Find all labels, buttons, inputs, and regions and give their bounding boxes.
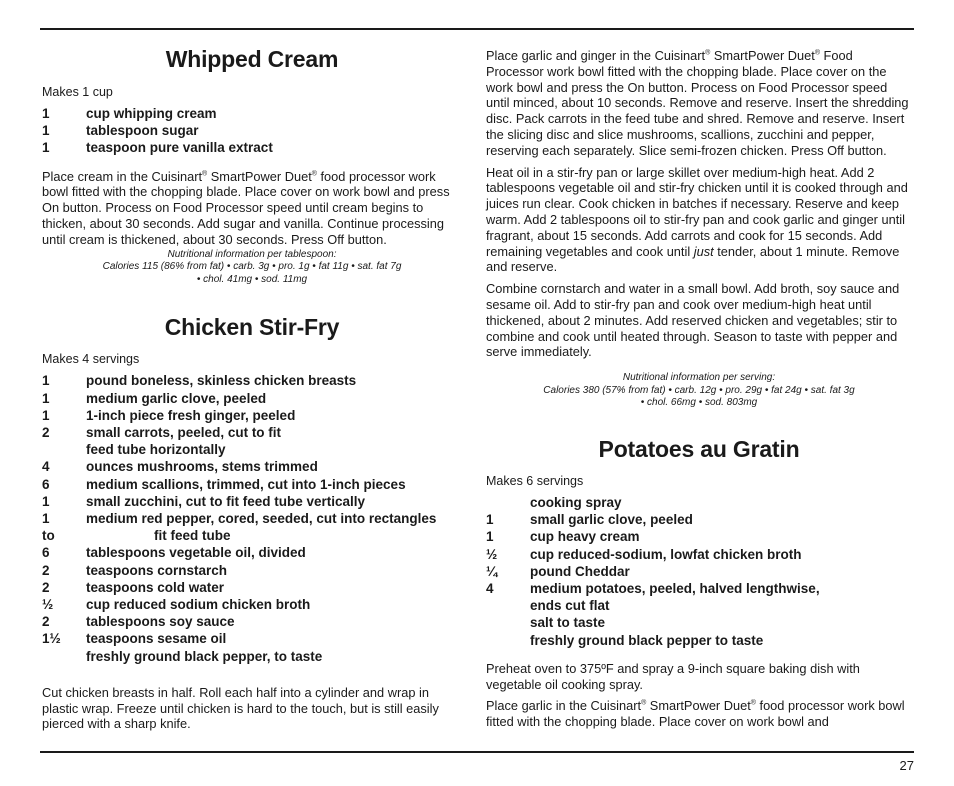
ingredient-row: 4 ounces mushrooms, stems trimmed <box>42 459 318 475</box>
recipe-title: Potatoes au Gratin <box>598 435 800 462</box>
recipe-title: Whipped Cream <box>165 46 339 72</box>
ingredient-row: 1 teaspoon pure vanilla extract <box>42 140 273 156</box>
left-column <box>42 40 462 732</box>
ingredient-row: 1½ teaspoons sesame oil <box>42 631 227 647</box>
ingredient-row: ½ cup reduced-sodium, lowfat chicken broth <box>486 546 802 562</box>
right-column <box>486 48 912 730</box>
recipe-method: Place garlic and ginger in the Cuisinart® SmartPower Duet® Food Processor work bowl fitted with the chopping blade. Place cover on the work bowl and press the On button. Process on Food Processor speed until minced, about 10 seconds. Remove and reserve. Insert the shredding disc. Pack carrots in the feed tube and shred. Remove and reserve. Insert the slicing disc and slice mushrooms, scallions, zucchini and pepper, reserving each separately. Slice semi-frozen chicken. Press Off button. <box>486 48 909 158</box>
ingredient-row: 1 tablespoon sugar <box>42 123 199 139</box>
nutrition-info: Nutritional information per serving: Calories 380 (57% from fat) • carb. 12g • pro. 29g • fat 24g • sat. fat 3g • chol. 66mg • sod. 803mg <box>543 372 855 409</box>
recipe-method: Place garlic in the Cuisinart® SmartPower Duet® food processor work bowl fitted with the chopping blade. Place cover on work bowl and <box>486 698 905 730</box>
recipe-method: Place cream in the Cuisinart® SmartPower Duet® food processor work bowl fitted with the chopping blade. Place cover on work bowl and press On button. Process on Food Processor speed until cream begins to thicken, about 30 seconds. Add sugar and vanilla. Continue processing until cream is thickened, about 30 seconds. Press Off button. <box>42 168 450 247</box>
ingredient-row: 1 medium red pepper, cored, seeded, cut into rectangles <box>42 511 437 526</box>
ingredient-row: 1 cup heavy cream <box>486 529 640 545</box>
ingredient-row: 1 1-inch piece fresh ginger, peeled <box>42 407 296 423</box>
recipe-method: Preheat oven to 375ºF and spray a 9-inch square baking dish with vegetable oil cooking spray. <box>486 660 860 692</box>
ingredient-row: 2 teaspoons cold water <box>42 579 225 595</box>
ingredient-row: feed tube horizontally <box>86 442 226 458</box>
ingredient-row: ends cut flat <box>530 598 610 614</box>
nutrition-info: Nutritional information per tablespoon: Calories 115 (86% from fat) • carb. 3g • pro. 1g • fat 11g • sat. fat 7g • chol. 41mg • sod. 11mg <box>102 248 402 285</box>
page-number: 27 <box>899 758 914 773</box>
recipe-method: Cut chicken breasts in half. Roll each half into a cylinder and wrap in plastic wrap. Freeze until chicken is hard to the touch, but is still easily pierced with a sharp knife. <box>42 684 439 732</box>
bottom-rule <box>40 751 914 753</box>
ingredient-list <box>42 372 462 664</box>
ingredient-list <box>42 105 462 157</box>
ingredient-row: 2 tablespoons soy sauce <box>42 614 235 630</box>
ingredient-row: to fit feed tube <box>42 528 231 544</box>
recipe-title: Chicken Stir-Fry <box>164 314 340 341</box>
ingredient-row: 2 small carrots, peeled, cut to fit <box>42 424 282 440</box>
top-rule <box>40 28 914 30</box>
ingredient-row: 1 medium garlic clove, peeled <box>42 390 267 406</box>
ingredient-row: salt to taste <box>530 615 606 631</box>
recipe-potatoes-au-gratin <box>486 436 912 730</box>
ingredient-row: 6 tablespoons vegetable oil, divided <box>42 545 306 561</box>
ingredient-row: 6 medium scallions, trimmed, cut into 1-inch pieces <box>42 476 406 492</box>
ingredient-row: 1 cup whipping cream <box>42 106 217 121</box>
ingredient-row: freshly ground black pepper, to taste <box>86 648 323 664</box>
ingredient-row: ½ cup reduced sodium chicken broth <box>42 597 311 613</box>
ingredient-row: 1 pound boneless, skinless chicken breasts <box>42 373 357 389</box>
ingredient-row: 4 medium potatoes, peeled, halved lengthwise, <box>486 580 820 596</box>
recipe-yield: Makes 4 servings <box>42 352 140 367</box>
recipe-yield: Makes 1 cup <box>42 85 113 99</box>
ingredient-row: freshly ground black pepper to taste <box>530 632 764 648</box>
ingredient-row: cooking spray <box>530 494 622 510</box>
recipe-yield: Makes 6 servings <box>486 473 584 488</box>
recipe-chicken-stir-fry <box>42 314 462 732</box>
recipe-method: Heat oil in a stir-fry pan or large skillet over medium-high heat. Add 2 tablespoons vegetable oil and stir-fry chicken until it is cooked through and juices run clear. Cook chicken in batches if necessary. Reserve and keep warm. Add 2 tablespoons oil to stir-fry pan and cook garlic and ginger until fragrant, about 15 seconds. Add carrots and cook for 15 seconds. Add remaining vegetables and cook until just tender, about 1 minute. Remove and reserve. <box>486 164 908 275</box>
recipe-method: Combine cornstarch and water in a small bowl. Add broth, soy sauce and sesame oil. Add to stir-fry pan and cook over medium-high heat until thickened, about 2 minutes. Add reserved chicken and vegetables; stir to combine and cook until heated through. Season to taste with pepper and serve immediately. <box>486 281 900 360</box>
ingredient-row: 1 small zucchini, cut to fit feed tube vertically <box>42 493 366 509</box>
recipe-whipped-cream <box>42 46 462 286</box>
ingredient-row: ¼ pound Cheddar <box>486 563 630 579</box>
ingredient-row: 1 small garlic clove, peeled <box>486 512 693 528</box>
ingredient-list <box>486 494 912 649</box>
ingredient-row: 2 teaspoons cornstarch <box>42 562 228 578</box>
